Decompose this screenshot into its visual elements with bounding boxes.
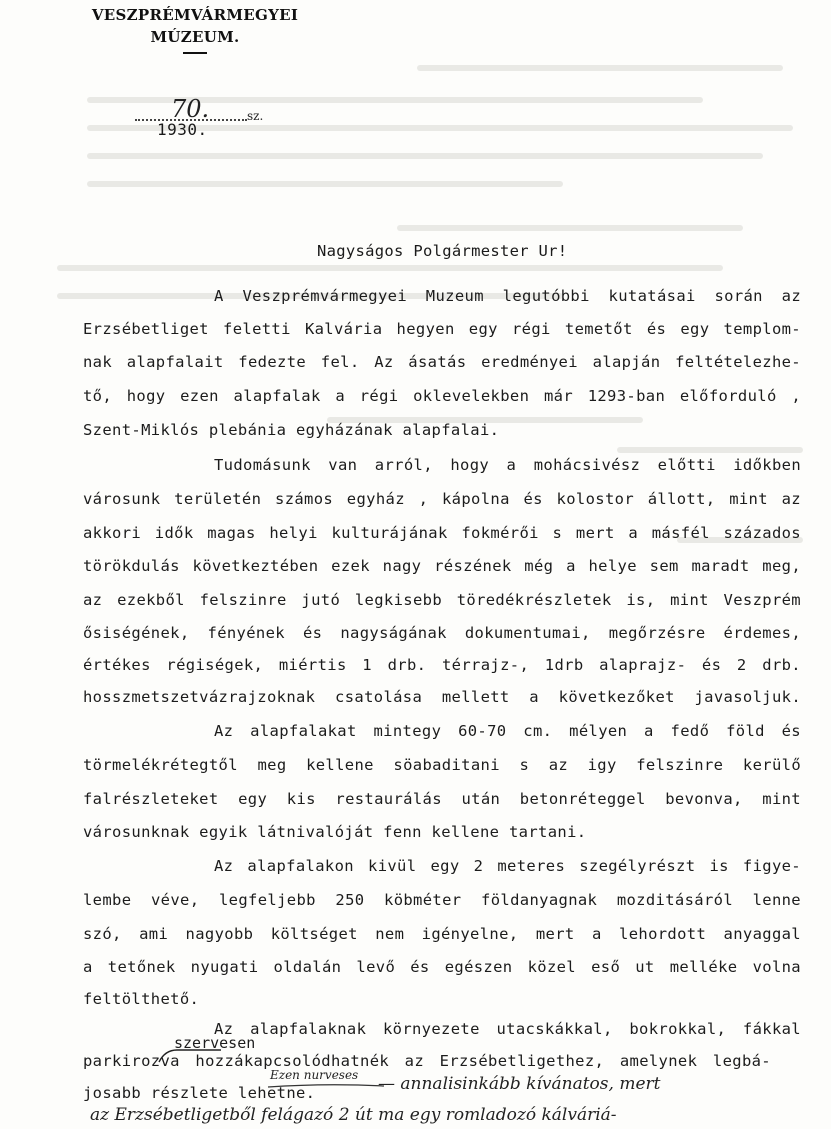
body-line: Az alapfalakat mintegy 60-70 cm. mélyen a fedő föld és [214,722,801,740]
body-line: hosszmetszetvázrajzoknak csatolása mellett a következőket javasoljuk. [83,688,801,706]
body-line: josabb részlete lehetne. [83,1084,316,1102]
body-line: tő, hogy ezen alapfalak a régi oklevelekben már 1293-ban előforduló , [83,387,801,405]
typed-insertion: szervesen [174,1034,256,1052]
body-line: Az alapfalaknak környezete utacskákkal, bokrokkal, fákkal [214,1020,801,1038]
reference-number-value: 70. [171,95,210,123]
body-line: ősiségének, fényének és nagyságának dokumentumai, megőrzésre érdemes, [83,624,801,642]
body-line: parkirozva hozzákapcsolódhatnék az Erzsébetligethez, amelynek legbá- [83,1052,771,1070]
letterhead-museum: MÚZEUM. [150,28,240,46]
body-line: törökdulás következtében ezek nagy részének még a helye sem maradt meg, [83,557,801,575]
handwritten-insert: Ezen nurveses [270,1068,359,1082]
body-line: falrészleteket egy kis restaurálás után betonréteggel bevonva, mint [83,790,801,808]
body-line: értékes régiségek, miértis 1 drb. térrajz-, 1drb alaprajz- és 2 drb. [83,656,801,674]
letterhead-institution: VESZPRÉMVÁRMEGYEI [91,6,299,24]
reference-year: 1930. [157,120,208,139]
body-line: lembe véve, legfeljebb 250 köbméter földanyagnak mozditásáról lenne [83,891,801,909]
body-line: Szent-Miklós plebánia egyházának alapfalai. [83,421,500,439]
body-line: feltölthető. [83,990,200,1008]
body-line: városunknak egyik látnivalóját fenn kellene tartani. [83,823,587,841]
body-line: a tetőnek nyugati oldalán levő és egészen közel eső ut melléke volna [83,958,801,976]
insertion-caret-icon [155,1048,225,1064]
body-line: akkori idők magas helyi kulturájának fokmérői s mert a másfél százados [83,524,801,542]
body-line: városunk területén számos egyház , kápolna és kolostor állott, mint az [83,490,801,508]
body-line: A Veszprémvármegyei Muzeum legutóbbi kutatásai során az [214,287,801,305]
handwritten-underline [266,1082,386,1090]
body-line: törmelékrétegtől meg kellene söabaditani s az igy felszinre kerülő [83,756,801,774]
body-line: Tudomásunk van arról, hogy a mohácsivész előtti időkben [214,456,801,474]
handwritten-line: az Erzsébetligetből felágazó 2 út ma egy romladozó kálváriá- [90,1105,617,1125]
body-line: nak alapfalait fedezte fel. Az ásatás eredményei alapján feltételezhe- [83,353,801,371]
body-line: szó, ami nagyobb költséget nem igényelne, mert a lehordott anyaggal [83,925,801,943]
body-line: Erzsébetliget feletti Kalvária hegyen egy régi temetőt és egy templom- [83,320,801,338]
body-line: Az alapfalakon kivül egy 2 meteres szegélyrészt is figye- [214,857,801,875]
reference-suffix: sz. [247,109,264,123]
salutation: Nagyságos Polgármester Ur! [317,242,568,260]
handwritten-line: — annalisinkább kívánatos, mert [378,1074,661,1094]
body-line: az ezekből felszinre jutó legkisebb töredékrészletek is, mint Veszprém [83,591,801,609]
